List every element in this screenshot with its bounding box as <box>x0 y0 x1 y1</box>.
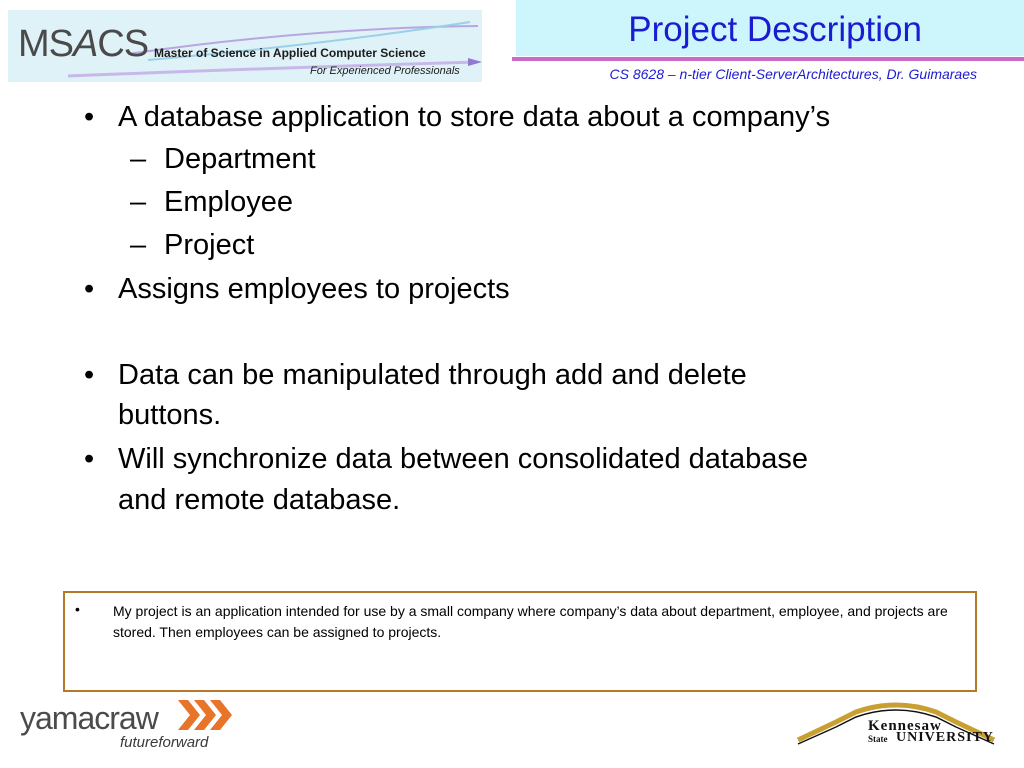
dash-icon: – <box>130 186 147 218</box>
logo-acronym: MSACS <box>18 23 149 65</box>
ksu-state: State <box>868 734 888 744</box>
bullet-dot-icon: • <box>84 443 95 475</box>
ksu-university: UNIVERSITY <box>896 730 994 745</box>
notes-box <box>63 591 977 692</box>
logo-subtitle: Master of Science in Applied Computer Science <box>154 46 426 60</box>
yamacraw-wordmark: yamacraw <box>20 700 158 736</box>
logo-tagline: For Experienced Professionals <box>310 65 460 77</box>
yamacraw-tagline: futureforward <box>120 734 209 751</box>
bullet-dot-icon: • <box>75 601 80 617</box>
title-divider <box>512 57 1024 61</box>
dash-icon: – <box>130 143 147 175</box>
kennesaw-state-logo <box>796 698 996 750</box>
yamacraw-logo <box>20 698 240 758</box>
bullet-dot-icon: • <box>84 273 95 305</box>
slide-title: Project Description <box>628 10 922 49</box>
bullet-dot-icon: • <box>84 359 95 391</box>
msacs-logo <box>8 10 482 82</box>
ksu-name: Kennesaw <box>868 718 942 734</box>
course-subtitle: CS 8628 – n-tier Client-ServerArchitectures, Dr. Guimaraes <box>609 66 977 82</box>
notes-text: My project is an application intended for use by a small company where company’s data about department, employee, and projects are stored. Then employees can be assigned to projects. <box>113 603 948 640</box>
bullet-dot-icon: • <box>84 101 95 133</box>
dash-icon: – <box>130 229 147 261</box>
chevrons-icon <box>178 698 238 732</box>
title-background <box>516 0 1024 56</box>
